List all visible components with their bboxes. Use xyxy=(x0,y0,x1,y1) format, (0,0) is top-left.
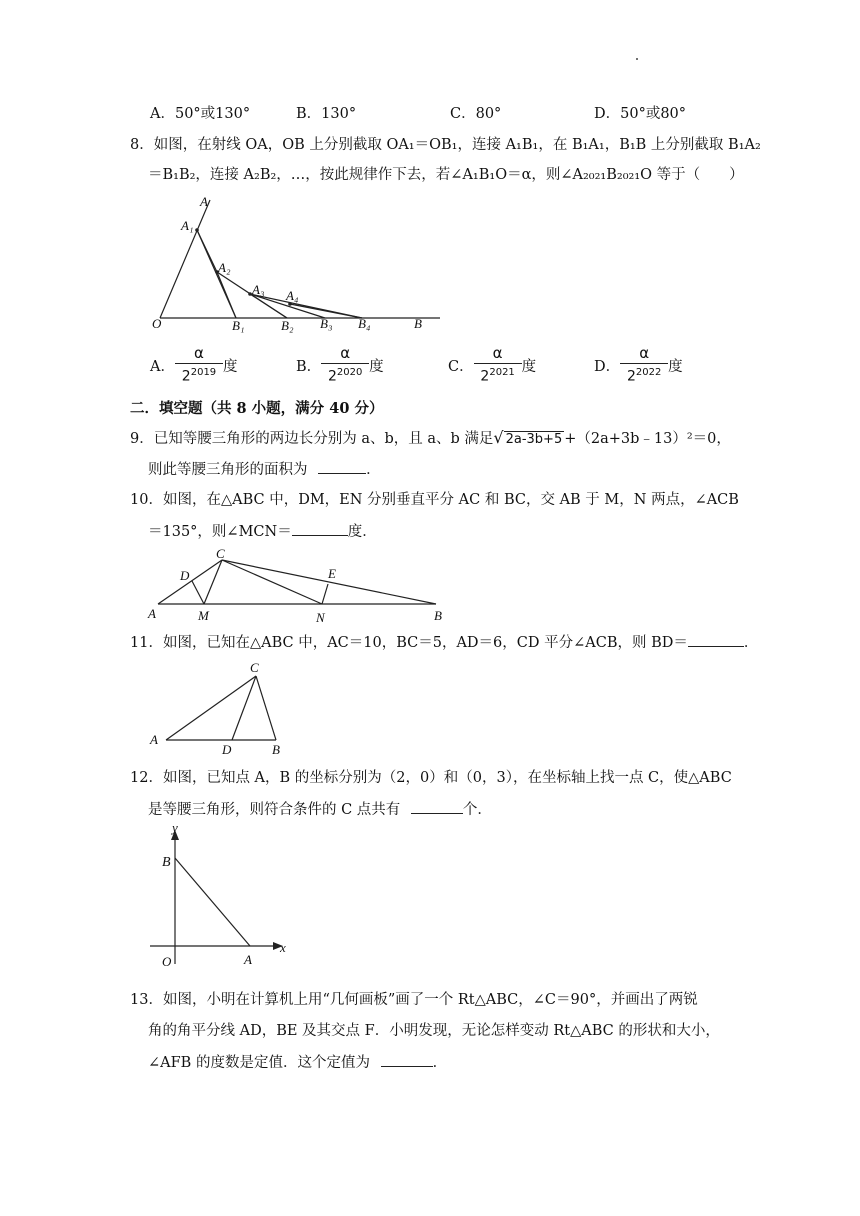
section-2-title: 二．填空题（共 8 小题，满分 40 分） xyxy=(130,400,384,417)
q8-text-line1: 8．如图，在射线 OA，OB 上分别截取 OA₁＝OB₁，连接 A₁B₁，在 B₁A₁，B₁B 上分别截取 B₁A₂ xyxy=(130,137,761,153)
q8-option-c-denominator: $2^{2021}$ xyxy=(480,367,515,385)
q8-option-b-fraction xyxy=(321,345,369,385)
q13-text-line2: 角的角平分线 AD，BE 及其交点 F．小明发现，无论怎样变动 Rt△ABC 的形状和大小， xyxy=(148,1023,720,1039)
q10-label-e: E xyxy=(328,566,336,581)
q8-option-d-denominator: $2^{2022}$ xyxy=(626,367,662,385)
q11-text-part1: 11．如图，已知在△ABC 中，AC＝10，BC＝5，AD＝6，CD 平分∠ACB，则 BD＝ xyxy=(130,635,688,651)
q8-label-a4: A₄ xyxy=(286,288,299,303)
q9-text-part1: 9．已知等腰三角形的两边长分别为 a、b，且 a、b 满足 xyxy=(130,431,494,447)
q8-option-a-fraction xyxy=(175,345,223,385)
q12-label-o: O xyxy=(162,954,172,969)
q12-figure xyxy=(140,816,300,976)
q8-label-o: O xyxy=(152,316,162,331)
q10-label-n: N xyxy=(316,610,325,625)
q8-label-a3: A₃ xyxy=(252,282,265,297)
q10-label-c: C xyxy=(216,546,225,561)
q8-option-c-unit: 度 xyxy=(521,358,537,375)
q8-option-d xyxy=(594,343,683,387)
q8-option-d-unit: 度 xyxy=(668,358,683,375)
q9-sqrt-content: 2a-3b+5 xyxy=(505,432,563,447)
q9-text-part2: +（2a+3b﹣13）²＝0， xyxy=(564,431,731,447)
q12-text-part1: 是等腰三角形，则符合条件的 C 点共有 xyxy=(148,802,401,818)
q10-label-a: A xyxy=(148,606,156,621)
q13-answer-blank[interactable] xyxy=(381,1052,433,1067)
q8-label-b1: B₁ xyxy=(232,318,245,333)
q8-option-a-unit: 度 xyxy=(222,358,238,375)
q13-text-part1: ∠AFB 的度数是定值．这个定值为 xyxy=(148,1055,370,1071)
q11-answer-blank[interactable] xyxy=(688,632,744,647)
q8-label-b3: B₃ xyxy=(320,316,333,331)
q13-text-line3 xyxy=(148,1052,447,1073)
q11-text-part2: ． xyxy=(743,635,759,651)
q8-option-d-letter: D． xyxy=(594,358,621,375)
q8-option-a-denominator: $2^{2019}$ xyxy=(181,367,217,385)
q12-answer-blank[interactable] xyxy=(411,799,463,814)
q8-label-a1: A₁ xyxy=(181,218,194,233)
q7-option-b: B．130° xyxy=(296,106,357,122)
q8-option-b xyxy=(296,343,384,387)
q8-option-c-numerator: α xyxy=(492,344,503,363)
q11-label-c: C xyxy=(250,660,259,675)
q10-text-line2 xyxy=(148,521,377,542)
q12-text-part2: 个． xyxy=(462,802,492,818)
q12-label-a: A xyxy=(244,952,252,967)
q7-option-d: D．50°或80° xyxy=(594,106,687,122)
q10-label-m: M xyxy=(198,608,209,623)
q8-option-a-letter: A． xyxy=(150,358,175,375)
q10-text-part1: ＝135°，则∠MCN＝ xyxy=(148,524,292,540)
q8-option-b-unit: 度 xyxy=(369,358,384,375)
q13-text-line1: 13．如图，小明在计算机上用“几何画板”画了一个 Rt△ABC，∠C＝90°，并画出了两锐 xyxy=(130,992,698,1008)
q10-answer-blank[interactable] xyxy=(292,521,348,536)
q13-text-part2: ． xyxy=(432,1055,448,1071)
q8-figure xyxy=(140,190,460,340)
q12-label-y: y xyxy=(172,820,178,835)
page-dot-mark xyxy=(636,58,638,60)
q8-option-b-denominator: $2^{2020}$ xyxy=(327,367,363,385)
q10-figure xyxy=(140,546,460,628)
q8-label-b2: B₂ xyxy=(281,318,294,333)
q9-text-part4: ． xyxy=(366,462,381,478)
q7-option-c: C．80° xyxy=(450,106,502,122)
q8-option-c xyxy=(448,343,536,387)
q8-option-d-numerator: α xyxy=(639,344,650,363)
q11-figure xyxy=(140,656,310,762)
q11-text-line1 xyxy=(130,632,758,653)
q8-option-a xyxy=(150,343,237,387)
q12-text-line1: 12．如图，已知点 A，B 的坐标分别为（2，0）和（0，3），在坐标轴上找一点 C，使△ABC xyxy=(130,770,732,786)
q9-text-line1 xyxy=(130,428,731,449)
q12-label-x: x xyxy=(280,940,286,955)
q9-text-line2 xyxy=(148,459,381,480)
q8-text-line2: ＝B₁B₂，连接 A₂B₂，…，按此规律作下去，若∠A₁B₁O＝α，则∠A₂₀₂₁B₂₀₂₁O 等于（ ） xyxy=(148,167,744,183)
q8-label-b: B xyxy=(414,316,422,331)
q8-option-a-numerator: α xyxy=(194,344,204,363)
q10-label-b: B xyxy=(434,608,442,623)
q10-label-d: D xyxy=(180,568,190,583)
q8-label-a2: A₂ xyxy=(218,260,231,275)
q10-text-part2: 度． xyxy=(347,524,377,540)
q11-label-a: A xyxy=(150,732,158,747)
q9-answer-blank[interactable] xyxy=(318,459,366,474)
q8-option-d-fraction xyxy=(620,345,668,385)
q11-label-d: D xyxy=(222,742,232,757)
q8-option-c-letter: C． xyxy=(448,358,474,375)
q8-option-b-numerator: α xyxy=(340,344,351,363)
q8-option-b-letter: B． xyxy=(296,358,322,375)
sqrt-symbol: √ xyxy=(493,428,504,447)
q8-option-c-fraction xyxy=(474,345,522,385)
q12-label-b: B xyxy=(162,855,171,870)
q10-text-line1: 10．如图，在△ABC 中，DM，EN 分别垂直平分 AC 和 BC，交 AB 于 M，N 两点，∠ACB xyxy=(130,492,739,508)
q9-text-part3: 则此等腰三角形的面积为 xyxy=(148,462,308,478)
q11-label-b: B xyxy=(272,742,280,757)
q8-label-a: A xyxy=(200,194,208,209)
q8-label-b4: B₄ xyxy=(358,316,371,331)
q7-option-a: A．50°或130° xyxy=(150,106,251,122)
